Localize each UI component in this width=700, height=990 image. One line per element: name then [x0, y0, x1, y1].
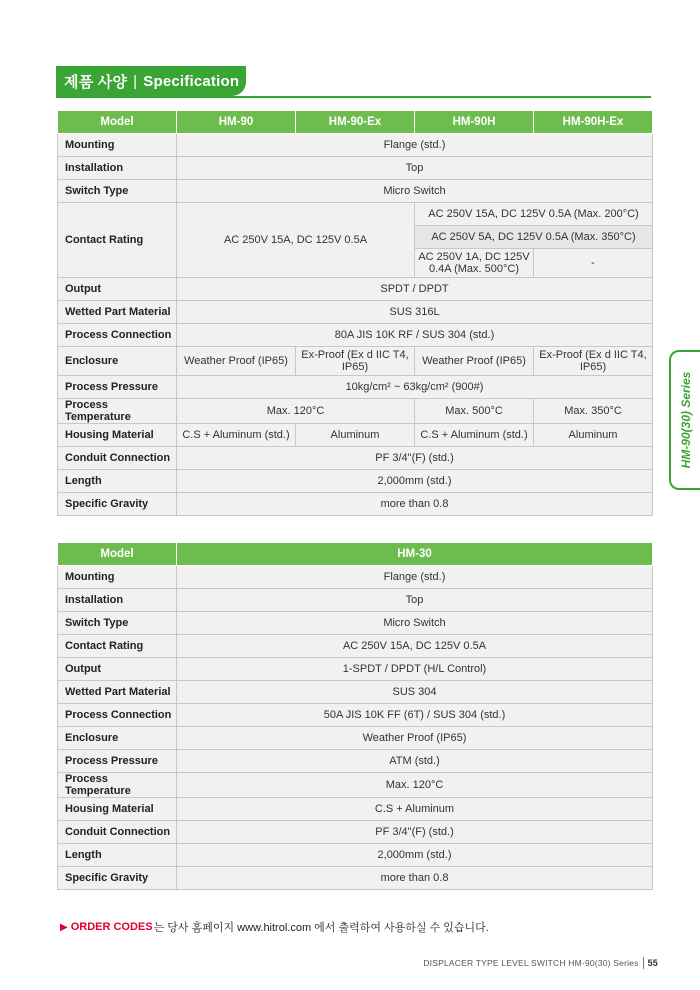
- table-row: [58, 704, 653, 727]
- row-label: Contact Rating: [58, 635, 177, 658]
- cell-value: C.S + Aluminum (std.): [415, 424, 534, 447]
- row-label: Conduit Connection: [58, 447, 177, 470]
- cell-value: 50A JIS 10K FF (6T) / SUS 304 (std.): [177, 704, 653, 727]
- cell-value: Weather Proof (IP65): [177, 347, 296, 376]
- section-underline: [56, 96, 651, 98]
- table-row: [58, 470, 653, 493]
- table-row: [58, 821, 653, 844]
- row-label: Mounting: [58, 134, 177, 157]
- cell-value: Ex-Proof (Ex d IIC T4, IP65): [296, 347, 415, 376]
- row-label: Output: [58, 278, 177, 301]
- row-label: Process Temperature: [58, 399, 177, 424]
- section-title-tab: [56, 66, 246, 96]
- table-row: [58, 773, 653, 798]
- section-header: [56, 66, 250, 98]
- cell-value: Aluminum: [296, 424, 415, 447]
- table-row: [58, 612, 653, 635]
- row-label: Length: [58, 470, 177, 493]
- order-codes-text: 는 당사 홈페이지 www.hitrol.com 에서 출력하여 사용하실 수 있습니다.: [153, 922, 489, 934]
- row-label: Installation: [58, 157, 177, 180]
- spec-table-hm30: [57, 542, 653, 890]
- table-row: [58, 727, 653, 750]
- cell-value: Max. 350°C: [534, 399, 653, 424]
- row-label: Enclosure: [58, 347, 177, 376]
- row-label: Specific Gravity: [58, 867, 177, 890]
- row-label: Wetted Part Material: [58, 681, 177, 704]
- table-row: [58, 301, 653, 324]
- footer-title: DISPLACER TYPE LEVEL SWITCH HM-90(30) Series: [423, 958, 639, 968]
- cell-value: Top: [177, 157, 653, 180]
- header-model: Model: [58, 543, 177, 566]
- page-footer: [423, 957, 658, 969]
- order-codes-note: [60, 919, 489, 935]
- table-row: [58, 566, 653, 589]
- cell-value: more than 0.8: [177, 867, 653, 890]
- order-codes-label: ORDER CODES: [70, 921, 153, 933]
- cell-value: Flange (std.): [177, 134, 653, 157]
- table-header-row: [58, 111, 653, 134]
- table-row: [58, 180, 653, 203]
- row-label: Output: [58, 658, 177, 681]
- header-hm-90-ex: HM-90-Ex: [296, 111, 415, 134]
- cell-value: Weather Proof (IP65): [415, 347, 534, 376]
- series-side-tab-label: HM-90(30) Series: [678, 371, 693, 469]
- cell-value: Micro Switch: [177, 612, 653, 635]
- table-row: [58, 635, 653, 658]
- table-row: [58, 324, 653, 347]
- table-row: [58, 347, 653, 376]
- footer-divider: [643, 957, 644, 969]
- section-title-ko: 제품 사양: [64, 73, 128, 91]
- table-row: [58, 376, 653, 399]
- cell-value: AC 250V 15A, DC 125V 0.5A: [177, 203, 415, 278]
- cell-value: C.S + Aluminum (std.): [177, 424, 296, 447]
- series-side-tab: [669, 350, 700, 490]
- table-row: [58, 658, 653, 681]
- table-row: [58, 157, 653, 180]
- cell-value: 2,000mm (std.): [177, 470, 653, 493]
- cell-value: Max. 120°C: [177, 399, 415, 424]
- table-row: [58, 750, 653, 773]
- cell-value: AC 250V 5A, DC 125V 0.5A (Max. 350°C): [415, 226, 653, 249]
- row-label: Housing Material: [58, 798, 177, 821]
- row-label: Switch Type: [58, 612, 177, 635]
- row-label: Specific Gravity: [58, 493, 177, 516]
- cell-value: PF 3/4"(F) (std.): [177, 821, 653, 844]
- header-hm-90: HM-90: [177, 111, 296, 134]
- cell-value: SUS 304: [177, 681, 653, 704]
- cell-value: 1-SPDT / DPDT (H/L Control): [177, 658, 653, 681]
- table-row: [58, 203, 653, 226]
- row-label: Conduit Connection: [58, 821, 177, 844]
- row-label: Process Connection: [58, 324, 177, 347]
- row-label: Process Pressure: [58, 750, 177, 773]
- triangle-marker-icon: ▶: [60, 921, 68, 933]
- header-hm-30: HM-30: [177, 543, 653, 566]
- table-row: [58, 867, 653, 890]
- cell-value: AC 250V 1A, DC 125V 0.4A (Max. 500°C): [415, 249, 534, 278]
- page-number: 55: [647, 958, 658, 968]
- cell-value: 10kg/cm² ~ 63kg/cm² (900#): [177, 376, 653, 399]
- table-row: [58, 399, 653, 424]
- table-header-row: [58, 543, 653, 566]
- cell-value: AC 250V 15A, DC 125V 0.5A: [177, 635, 653, 658]
- cell-value: Top: [177, 589, 653, 612]
- table-row: [58, 278, 653, 301]
- section-title-en: Specification: [143, 72, 240, 90]
- table-row: [58, 134, 653, 157]
- row-label: Length: [58, 844, 177, 867]
- cell-value: -: [534, 249, 653, 278]
- cell-value: C.S + Aluminum: [177, 798, 653, 821]
- section-title-separator: |: [133, 72, 138, 90]
- cell-value: Aluminum: [534, 424, 653, 447]
- cell-value: more than 0.8: [177, 493, 653, 516]
- spec-table-hm90: [57, 110, 653, 516]
- row-label: Wetted Part Material: [58, 301, 177, 324]
- cell-value: AC 250V 15A, DC 125V 0.5A (Max. 200°C): [415, 203, 653, 226]
- cell-value: Flange (std.): [177, 566, 653, 589]
- cell-value: 2,000mm (std.): [177, 844, 653, 867]
- table-row: [58, 447, 653, 470]
- cell-value: Weather Proof (IP65): [177, 727, 653, 750]
- cell-value: ATM (std.): [177, 750, 653, 773]
- table-row: [58, 424, 653, 447]
- header-model: Model: [58, 111, 177, 134]
- row-label: Enclosure: [58, 727, 177, 750]
- row-label: Switch Type: [58, 180, 177, 203]
- header-hm-90h: HM-90H: [415, 111, 534, 134]
- cell-value: 80A JIS 10K RF / SUS 304 (std.): [177, 324, 653, 347]
- cell-value: PF 3/4"(F) (std.): [177, 447, 653, 470]
- table-row: [58, 844, 653, 867]
- row-label: Contact Rating: [58, 203, 177, 278]
- header-hm-90h-ex: HM-90H-Ex: [534, 111, 653, 134]
- cell-value: SUS 316L: [177, 301, 653, 324]
- table-row: [58, 798, 653, 821]
- cell-value: Ex-Proof (Ex d IIC T4, IP65): [534, 347, 653, 376]
- cell-value: Max. 500°C: [415, 399, 534, 424]
- row-label: Process Temperature: [58, 773, 177, 798]
- row-label: Housing Material: [58, 424, 177, 447]
- table-row: [58, 493, 653, 516]
- row-label: Mounting: [58, 566, 177, 589]
- cell-value: Max. 120°C: [177, 773, 653, 798]
- row-label: Process Pressure: [58, 376, 177, 399]
- table-row: [58, 589, 653, 612]
- row-label: Process Connection: [58, 704, 177, 727]
- cell-value: SPDT / DPDT: [177, 278, 653, 301]
- row-label: Installation: [58, 589, 177, 612]
- cell-value: Micro Switch: [177, 180, 653, 203]
- table-row: [58, 681, 653, 704]
